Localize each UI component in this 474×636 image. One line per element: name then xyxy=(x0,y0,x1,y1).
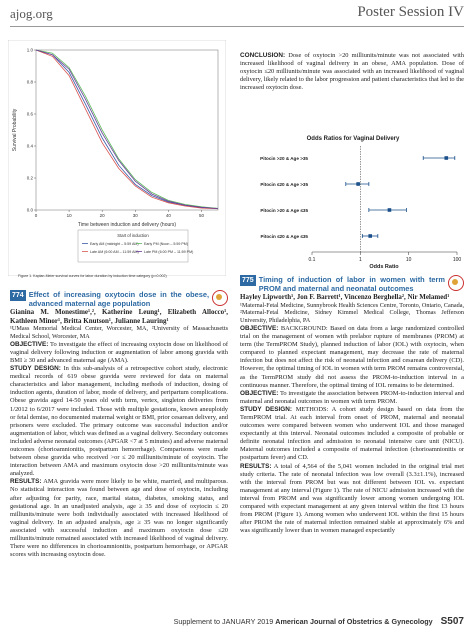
km-chart xyxy=(8,40,226,276)
abstract-774 xyxy=(10,290,228,559)
author-list: Gianina M. Monestime¹,², Katherine Leung¹, Elizabeth Allocco¹, Kathleen Minor¹, Britta Knutson¹, Julianne Lauring¹ xyxy=(10,308,228,325)
abstract-title: Effect of increasing oxytocin dose in the obese, advanced maternal age population xyxy=(28,290,209,308)
abstract-774-header xyxy=(10,290,228,308)
results-paragraph xyxy=(10,478,228,559)
header-divider xyxy=(10,26,464,27)
objective-text: To investigate the effect of increasing oxytocin dose on likelihood of vaginal delivery following induction or augmentation of labor among gravida with BMI ≥ 30 and advanced maternal age (AMA). xyxy=(10,340,228,364)
objective-label: OBJECTIVE: xyxy=(240,324,279,332)
y-tick-label: 0.2 xyxy=(26,175,33,181)
forest-point xyxy=(356,182,360,186)
y-tick-label: 0.6 xyxy=(26,111,33,117)
conclusion-paragraph xyxy=(240,52,464,92)
abstract-number: 774 xyxy=(12,292,24,299)
forest-point xyxy=(388,208,392,212)
author-list: Hayley Lipworth¹, Jon F. Barrett¹, Vincenzo Berghella², Nir Melamed¹ xyxy=(240,293,450,301)
km-y-axis-label: Survival Probability xyxy=(12,108,18,152)
x-tick-label: 30 xyxy=(132,213,138,218)
affiliations: ¹UMass Memorial Medical Center, Worcester, MA, ²University of Massachusetts Medical School, Worcester, MA xyxy=(10,325,228,340)
abstract-775 xyxy=(240,275,464,535)
objective2-text: To investigate the association between PROM-to-induction interval and maternal and neonatal outcomes in women with term PROM. xyxy=(240,389,464,405)
objective2-label: OBJECTIVE: xyxy=(240,389,279,397)
forest-rows xyxy=(260,156,455,239)
legend-entry: Early AM (midnight – 5:59 AM) xyxy=(90,242,139,246)
section-title: Poster Session IV xyxy=(357,4,464,20)
abstract-title: Timing of induction of labor in women with term PROM and maternal and neonatal outcomes xyxy=(258,275,445,293)
legend-title: Start of induction xyxy=(117,233,149,238)
design-paragraph xyxy=(240,406,464,463)
forest-row-label: Pitocin >20 & Age ≤35 xyxy=(260,208,308,213)
forest-tick-label: 0.1 xyxy=(308,257,316,263)
objective-paragraph xyxy=(10,341,228,365)
km-x-axis-label: Time between induction and delivery (hours) xyxy=(77,222,177,228)
abstract-773-conclusion xyxy=(240,52,464,92)
legend-entry: Late PM (6:00 PM – 11:59 PM) xyxy=(144,250,194,254)
objective-text: BACKGROUND: Based on data from a large randomized controlled trial on the management of women with prelabor rupture of membranes (PROM) at term (the TermPROM Study), planned induction of labor (IOL) with oxytocin, when compared to planned expectant management, may decrease the rate of maternal infection but does not affect the risk of neonatal infection and cesarean delivery (CD). However, the optimal timing of IOL in women with term PROM remains controversial, as the TermPROM study did not assess the PROM-to-induction interval in a continuous manner. Therefore, the optimal timing of IOL remains to be determined. xyxy=(240,324,464,389)
x-tick-label: 50 xyxy=(198,213,204,218)
forest-tick-label: 10 xyxy=(405,257,412,263)
x-tick-label: 20 xyxy=(99,213,105,218)
results-paragraph xyxy=(240,463,464,536)
design-label: STUDY DESIGN: xyxy=(10,365,61,373)
results-label: RESULTS: xyxy=(10,478,42,486)
design-label: STUDY DESIGN: xyxy=(240,405,293,413)
conclusion-text: Dose of oxytocin >20 milliunits/minute was not associated with increased likelihood of vaginal delivery in an obese, AMA population. Dose of oxytocin ≤20 milliunits/minute was associated with an increased likelihood of vaginal delivery, likely related to the labor progression and patient characteristics that led to the increased oxytocin dose. xyxy=(240,52,464,92)
poster-award-icon xyxy=(212,290,228,306)
page-number: S507 xyxy=(440,616,464,627)
page-header xyxy=(0,0,474,30)
design-text: In this sub-analysis of a retrospective cohort study, electronic medical records of 619 obese gravida were reviewed for data on maternal characteristics and labor management, including methods of induction, dosing of induction agents, duration of labor, mode of delivery, and peripartum complications. Obese gravida aged 14-50 years old with term, vertex, singleton deliveries from 1/2012 to 6/2017 were included. Those with multiple gestations, known aneuploidy or fetal demise, no documented maternal weight or BMI, prior cesarean delivery, and prisoners were excluded. The primary outcome was successful induction and/or augmentation of labor, which was defined as a vaginal delivery. Secondary outcomes included adverse neonatal outcomes (APGAR <7 at 5 minutes) and adverse maternal outcomes (chorioamnionitis, postpartum hemorrhage). Comparisons were made between obese gravida who received >or ≤ 20 milliunits/minute of oxytocin. The interaction between AMA and maximum oxytocin dose >20 milliunits/minute was analyzed. xyxy=(10,365,228,478)
objective-label: OBJECTIVE: xyxy=(10,340,49,348)
journal-site: ajog.org xyxy=(10,6,53,21)
design-paragraph xyxy=(10,365,228,478)
results-text: A total of 4,564 of the 5,041 women included in the original trial met study criteria. The rate of neonatal infection was low overall (3.3±1.1%), increased with the interval from PROM but was not different between IOL vs. expectant management at any interval (Figure 1). The rate of NICU admission increased with the interval from PROM and was significantly lower among women undergoing IOL compared with expectant management at any given interval within the first 13 hours from PROM (Figure 1). Among women who underwent IOL within the first 15 hours after PROM the rate of maternal infection remained stable at approximately 6% and was significantly lower than in women managed expectantly xyxy=(240,462,464,535)
footer-supplement: Supplement to JANUARY 2019 xyxy=(173,617,274,626)
footer-journal: American Journal of Obstetrics & Gynecology xyxy=(275,617,433,626)
poster-award-icon xyxy=(448,275,464,291)
legend-entry: Late AM (6:00 AM – 11:59 AM) xyxy=(90,250,139,254)
forest-tick-label: 1 xyxy=(358,257,362,263)
affiliations: ¹Maternal-Fetal Medicine, Sunnybrook Health Sciences Centre, Toronto, Ontario, Canada, ²Maternal-Fetal Medicine, Sidney Kimmel Medical College, Thomas Jefferson University, Philadelphia, PA xyxy=(240,301,464,325)
page-footer xyxy=(0,612,474,636)
y-tick-label: 0.8 xyxy=(26,79,33,85)
results-label: RESULTS: xyxy=(240,462,272,470)
km-legend xyxy=(78,230,193,262)
legend-entry: Early PM (Noon – 5:59 PM) xyxy=(144,242,188,246)
forest-plot xyxy=(242,132,464,272)
km-figure xyxy=(8,40,226,278)
abstract-775-header xyxy=(240,275,464,293)
x-tick-label: 40 xyxy=(165,213,171,218)
forest-row-label: Pitocin >20 & Age >35 xyxy=(260,156,308,161)
forest-row-label: Pitocin ≤20 & Age >35 xyxy=(260,182,308,187)
objective-paragraph xyxy=(240,325,464,390)
objective2-paragraph xyxy=(240,390,464,406)
conclusion-label: CONCLUSION: xyxy=(240,52,286,59)
forest-title: Odds Ratios for Vaginal Delivery xyxy=(306,136,400,142)
design-text: METHODS: A cohort study design based on data from the TermPROM trial. At each interval from onset of PROM, maternal and neonatal outcomes were compared between women who underwent IOL and those managed expectantly at this interval. Neonatal outcomes included a composite of probable or definite neonatal infection and admission to neonatal intensive care unit (NICU). Maternal outcomes included a composite of maternal infection (chorioamnionitis or postpartum fever) and CD. xyxy=(240,405,464,462)
x-tick-label: 0 xyxy=(34,213,38,218)
forest-row-label: Pitocin ≤20 & Age ≤35 xyxy=(260,234,308,239)
y-tick-label: 0.4 xyxy=(26,143,33,149)
figure-caption: Figure 1. Kaplan-Meier survival curves for labor duration by induction time category (p=0.002) xyxy=(18,274,167,278)
abstract-number: 775 xyxy=(242,277,254,284)
results-text: AMA gravida were more likely to be white, married, and multiparous. No statistical interaction was found between age and dose of oxytocin, including after adjusting for parity, race, marital status, diabetes, smoking status, and gestational age. In an unadjusted analysis, age ≥ 35 and dose of oxytocin ≤ 20 milliunits/minute were both individually associated with increased likelihood of vaginal delivery. In an adjusted analysis, age ≥ 35 was no longer significantly associated with successful induction and maximum oxytocin dose ≤20 milliunits/minute remained associated with increased likelihood of vaginal delivery. There were no differences in chorioamnionitis, postpartum hemorrhage, or APGAR scores with increasing oxytocin dose. xyxy=(10,478,228,559)
y-tick-label: 0.0 xyxy=(26,207,33,213)
y-tick-label: 1.0 xyxy=(26,47,33,53)
forest-x-label: Odds Ratio xyxy=(369,264,399,270)
x-tick-label: 10 xyxy=(66,213,72,218)
forest-tick-label: 100 xyxy=(452,257,462,263)
footer-text xyxy=(174,616,464,627)
forest-point xyxy=(368,234,372,238)
forest-point xyxy=(444,156,448,160)
forest-ticks xyxy=(309,252,462,263)
